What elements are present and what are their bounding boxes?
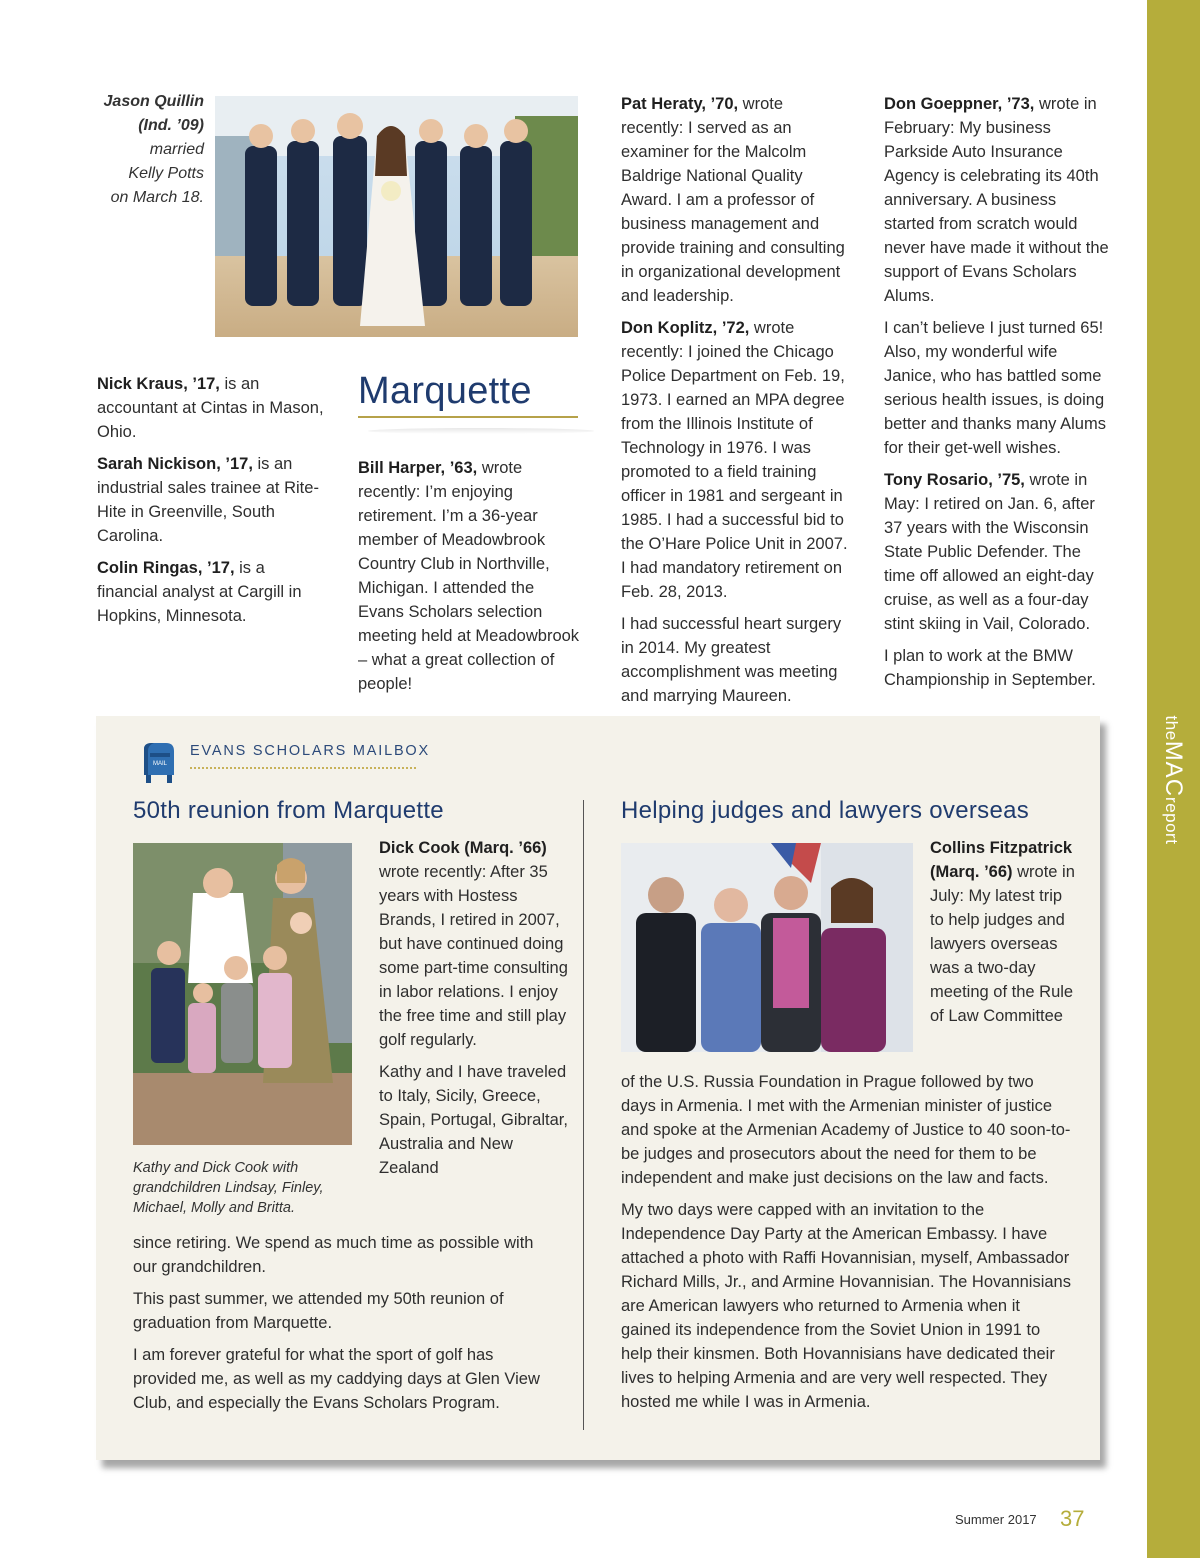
alum-note [621,316,849,604]
wedding-caption-line: on March 18. [110,189,204,206]
alum-note [97,372,329,444]
wedding-photo [215,96,578,337]
alum-note [884,316,1110,460]
story-author: Dick Cook (Marq. ’66) [379,839,547,857]
wedding-class: (Ind. ’09) [138,117,204,134]
alum-text: is an accountant at Cintas in Mason, Ohio. [97,375,324,441]
story-text: wrote recently: After 35 years with Hostess Brands, I retired in 2007, but have continued doing some part-time consulting in labor relations. I enjoy the free time and still play golf regularly. [379,863,568,1049]
alum-text: wrote recently: I served as an examiner for the Malcolm Baldrige National Quality Award. I am a professor of business management and provide training and consulting in organizational development and leadership. [621,95,845,305]
reunion-story-beside-photo [379,836,569,1188]
alum-text: I had successful heart surgery in 2014. My greatest accomplishment was meeting and marrying Maureen. [621,615,842,705]
alum-name: Colin Ringas, ’17, [97,559,235,577]
wedding-caption-line: married [149,141,204,158]
mailbox-icon-text: MAIL [153,761,168,767]
mailbox-label: EVANS SCHOLARS MAILBOX [190,743,430,759]
story-paragraph [379,836,569,1052]
alum-name: Tony Rosario, ’75, [884,471,1025,489]
story-author: Collins Fitzpatrick (Marq. ’66) [930,839,1073,881]
alum-text: I plan to work at the BMW Championship in September. [884,647,1096,689]
alum-name: Nick Kraus, ’17, [97,375,220,393]
page-number: 37 [1060,1506,1085,1531]
mailbox-dotted-rule [190,767,416,769]
column-4 [884,92,1110,700]
alum-text: wrote recently: I’m enjoying retirement. I’m a 36-year member of Meadowbrook Country Club in Northville, Michigan. I attended the Evans Scholars selection meeting held at Meadowbrook – what a great collection of people! [358,459,580,693]
alum-note [358,456,582,696]
column-1 [97,372,329,636]
issue-season: Summer 2017 [955,1512,1037,1527]
alum-name: Don Goeppner, ’73, [884,95,1035,113]
story-title-reunion: 50th reunion from Marquette [133,797,444,824]
column-divider [583,800,584,1430]
mailbox-icon [140,741,176,783]
wedding-caption [100,90,204,210]
alum-text: wrote in May: I retired on Jan. 6, after 37 years with the Wisconsin State Public Defender. The time off allowed an eight-day cruise, as well as a four-day stint skiing in Vail, Colorado. [884,471,1095,633]
alum-text: I can’t believe I just turned 65! Also, my wonderful wife Janice, who has battled some serious health issues, is doing better and thanks many Alums for their get-well wishes. [884,319,1106,457]
story-paragraph [379,1060,569,1180]
magazine-brand-vertical [1150,710,1196,850]
alum-note [97,452,329,548]
story-paragraph: of the U.S. Russia Foundation in Prague followed by two days in Armenia. I met with the Armenian minister of justice and spoke at the Armenian Academy of Justice to 40 soon-to-be judges and prosecutors about the need for them to be independent and make just decisions on the law and facts. [621,1073,1071,1187]
alum-text: wrote recently: I joined the Chicago Police Department on Feb. 19, 1973. I earned an MPA degree from the Illinois Institute of Technology in 1976. I was promoted to a field training officer in 1981 and sergeant in 1985. I had a successful bid to the O’Hare Police Unit in 2007. I had mandatory retirement on Feb. 28, 2013. [621,319,848,601]
story-paragraph: since retiring. We spend as much time as possible with our grandchildren. [133,1234,534,1276]
alum-note [97,556,329,628]
wedding-name: Jason Quillin [103,93,204,110]
family-photo-caption: Kathy and Dick Cook with grandchildren Lindsay, Finley, Michael, Molly and Britta. [133,1160,324,1216]
judges-story-beside-photo [930,836,1075,1036]
alum-note [884,468,1110,636]
story-title-judges: Helping judges and lawyers overseas [621,797,1030,824]
story-paragraph: My two days were capped with an invitation to the Independence Day Party at the American Embassy. I have attached a photo with Raffi Hovannisian, myself, Ambassador Richard Mills, Jr., and Armine Hovannisian. The Hovannisians are American lawyers who returned to Armenia when it gained its independence from the Soviet Union in 1991 to help their kinsmen. Both Hovannisians have dedicated their lives to helping Armenia and are very well respected. They hosted me while I was in Armenia. [621,1201,1071,1411]
wedding-caption-line: Kelly Potts [128,165,204,182]
column-2 [358,456,582,704]
story-paragraph [930,836,1075,1028]
alum-note [621,92,849,308]
section-heading-marquette: Marquette [358,370,532,412]
heading-rule [358,416,578,418]
heading-shadow [368,428,594,434]
column-3 [621,92,849,716]
story-text: Kathy and I have traveled to Italy, Sicily, Greece, Spain, Portugal, Gibraltar, Australia and New Zealand [379,1063,568,1177]
family-photo [133,843,352,1145]
brand-name: MAC [1160,740,1187,798]
story-text: wrote in July: My latest trip to help judges and lawyers overseas was a two-day meeting of the Rule of Law Committee [930,863,1075,1025]
alum-text: wrote in February: My business Parkside Auto Insurance Agency is celebrating its 40th anniversary. A business started from scratch would never have made it without the support of Evans Scholars Alums. [884,95,1109,305]
reunion-story-continued [133,1231,558,1423]
alum-name: Sarah Nickison, ’17, [97,455,253,473]
alum-name: Pat Heraty, ’70, [621,95,739,113]
brand-prefix: the [1162,715,1181,741]
alum-note [884,92,1110,308]
alum-text: is a financial analyst at Cargill in Hopkins, Minnesota. [97,559,302,625]
story-paragraph: I am forever grateful for what the sport of golf has provided me, as well as my caddying days at Glen View Club, and especially the Evans Scholars Program. [133,1346,540,1412]
alum-name: Bill Harper, ’63, [358,459,478,477]
alum-note [621,612,849,708]
story-paragraph: This past summer, we attended my 50th reunion of graduation from Marquette. [133,1290,504,1332]
judges-story-continued [621,1070,1071,1422]
alum-note [884,644,1110,692]
alum-name: Don Koplitz, ’72, [621,319,750,337]
brand-suffix: report [1162,797,1181,845]
embassy-photo [621,843,913,1052]
alum-text: is an industrial sales trainee at Rite-Hite in Greenville, South Carolina. [97,455,319,545]
